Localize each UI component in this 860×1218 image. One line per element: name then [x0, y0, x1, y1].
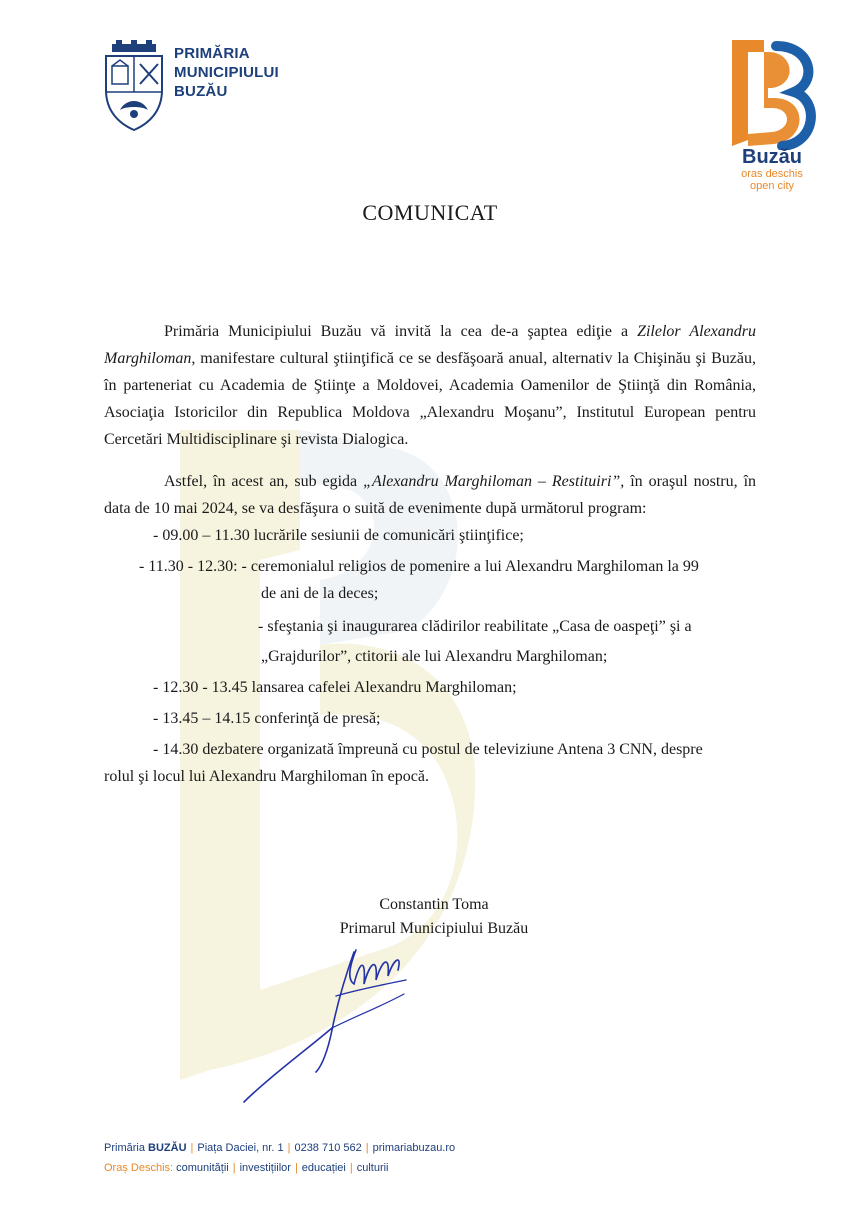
- program-item-2: - 11.30 - 12.30: - ceremonialul religios de pomenire a lui Alexandru Marghiloman la 99: [139, 558, 699, 575]
- program-item-5: - 13.45 – 14.15 conferinţă de presă;: [153, 710, 381, 727]
- footer-separator: |: [365, 1142, 369, 1154]
- program-item-3-cont: „Grajdurilor”, ctitorii ale lui Alexandru Marghiloman;: [261, 648, 608, 665]
- program-item-6: - 14.30 dezbatere organizată împreună cu postul de televiziune Antena 3 CNN, despre: [153, 741, 703, 758]
- buzau-open-city-logo: [728, 40, 818, 150]
- program-item-3: - sfeştania şi inaugurarea clădirilor reabilitate „Casa de oaspeţi” şi a: [258, 618, 692, 635]
- logo-text: [722, 146, 822, 192]
- footer-open-label: Oraș Deschis:: [104, 1162, 174, 1174]
- p2-text-theme: „Alexandru Marghiloman – Restituiri”,: [363, 473, 625, 490]
- footer-primaria-label: Primăria: [104, 1142, 149, 1154]
- p2-text-c: în oraşul nostru, în data de 10 mai 2024, se va desfăşura o suită de evenimente după următorul program:: [104, 473, 757, 517]
- p1-text-event-name: Zilelor Alexandru Marghiloman,: [104, 323, 757, 367]
- signer-title: Primarul Municipiului Buzău: [339, 920, 529, 937]
- footer-separator: |: [294, 1162, 298, 1174]
- org-name: [174, 44, 279, 101]
- p1-text-a: Primăria Municipiului Buzău vă invită la cea de-a şaptea ediţie a: [164, 323, 638, 340]
- footer-separator: |: [349, 1162, 353, 1174]
- footer-topic: comunității: [176, 1162, 229, 1174]
- footer-separator: |: [287, 1142, 291, 1154]
- footer-tagline-line: [104, 1162, 389, 1174]
- logo-tagline-2: open city: [749, 180, 795, 192]
- municipal-crest-icon: [102, 40, 166, 132]
- handwritten-signature: [236, 940, 436, 1110]
- footer-separator: |: [232, 1162, 236, 1174]
- program-item-1: - 09.00 – 11.30 lucrările sesiunii de comunicări ştiinţifice;: [153, 527, 524, 544]
- signer-name: Constantin Toma: [379, 896, 489, 913]
- footer-primaria-strong: BUZĂU: [148, 1142, 187, 1154]
- p1-text-c: manifestare cultural ştiinţifică ce se desfăşoară anual, alternativ la Chişinău şi Buzău, în parteneriat cu Academia de Ştiinţe a Moldovei, Academia Oamenilor de Ştiinţă din România, Asociaţia Istoricilor din Republica Moldova „Alexandru Moşanu”, Institutul European pentru Cercetări Multidisciplinare şi revista Dialogica.: [104, 350, 756, 448]
- program-item-2-cont: de ani de la deces;: [261, 585, 379, 602]
- org-name-line3: BUZĂU: [174, 83, 228, 100]
- paragraph-program-intro: [104, 468, 756, 522]
- logo-tagline-1: oras deschis: [741, 168, 803, 180]
- signature-block: [0, 893, 860, 941]
- footer-website[interactable]: primariabuzau.ro: [372, 1142, 456, 1154]
- document-title: COMUNICAT: [362, 200, 498, 225]
- program-item-4: - 12.30 - 13.45 lansarea cafelei Alexandru Marghiloman;: [153, 679, 517, 696]
- footer-separator: |: [190, 1142, 194, 1154]
- logo-city-name: Buzău: [742, 146, 802, 168]
- p2-text-a: Astfel, în acest an, sub egida: [164, 473, 364, 490]
- paragraph-invitation: [104, 318, 756, 453]
- footer-address: Piața Daciei, nr. 1: [197, 1142, 284, 1154]
- org-name-line2: MUNICIPIULUI: [174, 64, 279, 81]
- footer-topic: educației: [301, 1162, 346, 1174]
- footer-topic: culturii: [356, 1162, 389, 1174]
- program-item-6-cont: rolul şi locul lui Alexandru Marghiloman în epocă.: [104, 768, 429, 785]
- footer-topic: investițiilor: [239, 1162, 291, 1174]
- footer-contact-line: [104, 1142, 455, 1154]
- footer-phone: 0238 710 562: [294, 1142, 362, 1154]
- org-name-line1: PRIMĂRIA: [174, 45, 250, 62]
